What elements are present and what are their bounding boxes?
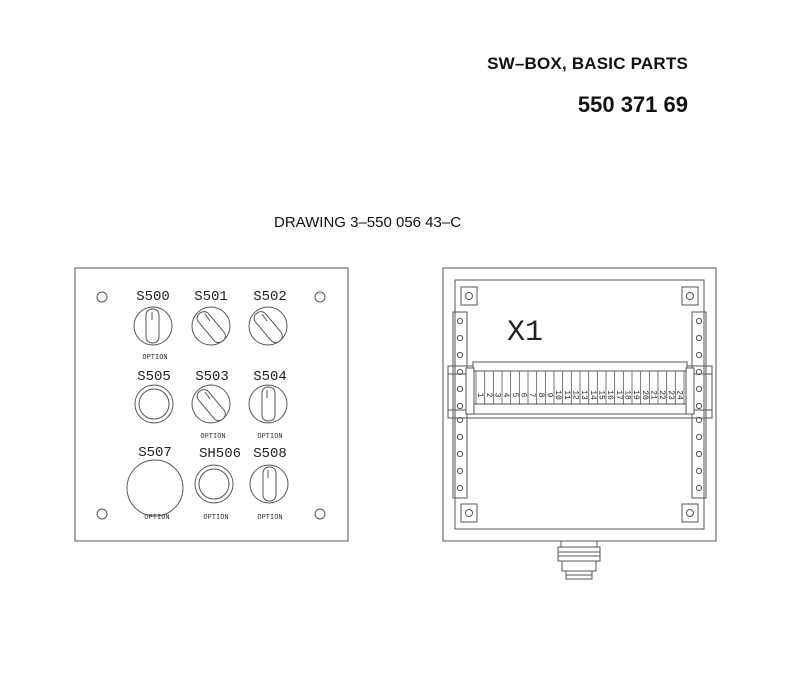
switch-s501 (192, 307, 230, 345)
terminal-number: 1 (475, 392, 485, 398)
terminal-number: 9 (544, 392, 554, 398)
terminal-number: 8 (535, 392, 545, 398)
terminal-number: 24 (674, 390, 684, 400)
label-sh506: SH506 (198, 446, 242, 462)
terminal-number: 5 (509, 392, 519, 398)
terminal-number: 18 (622, 390, 632, 400)
part-number: 550 371 69 (577, 92, 688, 117)
terminal-number: 11 (561, 390, 571, 400)
panel-mounting-holes (97, 292, 325, 519)
label-s501: S501 (194, 289, 228, 305)
switch-s507 (127, 460, 183, 516)
cable-gland (558, 541, 600, 579)
terminal-number: 10 (553, 390, 563, 400)
switch-s504 (249, 385, 287, 423)
terminal-number: 16 (605, 390, 615, 400)
option-label-s503: OPTION (200, 433, 226, 441)
option-label-sh506: OPTION (203, 514, 229, 522)
terminal-number: 21 (648, 390, 658, 400)
terminal-number: 6 (518, 392, 528, 398)
label-s505: S505 (137, 369, 171, 385)
terminal-number: 22 (657, 390, 667, 400)
terminal-block-label: X1 (506, 316, 544, 350)
terminal-number: 23 (665, 390, 675, 400)
label-s502: S502 (253, 289, 287, 305)
switch-s500 (134, 307, 172, 345)
switch-sh506 (195, 465, 233, 503)
terminal-number: 12 (570, 390, 580, 400)
terminal-number: 3 (492, 392, 502, 398)
terminal-number: 4 (501, 392, 511, 398)
option-label-s507: OPTION (144, 514, 170, 522)
option-label-s504: OPTION (257, 433, 283, 441)
switch-s508 (250, 465, 288, 503)
option-label-s508: OPTION (257, 514, 283, 522)
terminal-number: 2 (483, 392, 493, 398)
terminal-number: 19 (631, 390, 641, 400)
terminal-number: 20 (639, 390, 649, 400)
option-label-s500: OPTION (142, 354, 168, 362)
terminal-number: 15 (596, 390, 606, 400)
switch-s502 (249, 307, 287, 345)
document-title: SW–BOX, BASIC PARTS (487, 54, 688, 73)
switch-s505 (135, 385, 173, 423)
terminal-number: 13 (579, 390, 589, 400)
label-s508: S508 (253, 446, 287, 462)
front-panel-outline (75, 268, 348, 541)
label-s504: S504 (253, 369, 287, 385)
drawing-reference: DRAWING 3–550 056 43–C (274, 214, 462, 231)
terminal-number: 7 (527, 392, 537, 398)
terminal-number: 17 (613, 390, 623, 400)
label-s503: S503 (195, 369, 229, 385)
label-s500: S500 (136, 289, 170, 305)
terminal-number: 14 (587, 390, 597, 400)
label-s507: S507 (138, 445, 172, 461)
switch-s503 (192, 385, 230, 423)
